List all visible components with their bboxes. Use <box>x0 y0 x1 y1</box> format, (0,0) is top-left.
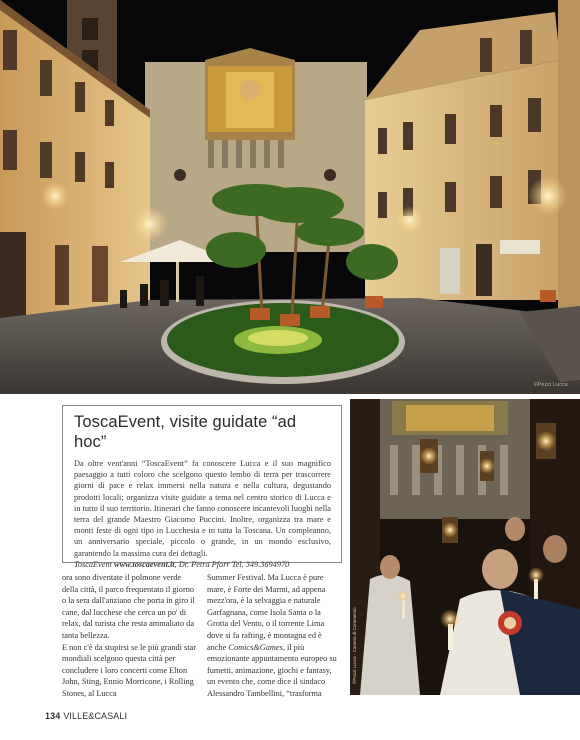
column-2-text-a: Summer Festival. Ma Lucca è pure mare, è Forte dei Marmi, ad appena mezz'ora, è la selvaggia e naturale Garfagnana, come Isola Santa o la Grotta del Vento, o il torrente Lima dove si fa rafting, è montagna ed è anche <box>207 573 326 652</box>
column-2-paragraph <box>207 572 341 700</box>
sidebar-contact <box>74 559 331 570</box>
right-photo-procession <box>350 399 580 695</box>
column-2-text-b: , il più emozionante appuntamento europeo su fumetti, animazione, giochi e fantasy, un evento che, come dice il sindaco Alessandro Tambellini, “trasforma <box>207 642 337 698</box>
sidebar-title: ToscaEvent, visite guidate “ad hoc” <box>74 413 297 451</box>
procession-illustration <box>350 399 580 695</box>
column-1-paragraph-2: E non c'è da stupirsi se le più grandi star mondiali scelgono questa città per concludere i loro concerti come Elton John, Sting, Ennio Morricone, i Rolling Stones, al Lucca <box>62 642 196 698</box>
photo-credit: ©Pezzi Lucca <box>533 382 568 388</box>
contact-details: , Dr. Petra Pforr Tel. 349.3694970 <box>174 559 290 569</box>
column-1-paragraph-1: ora sono diventate il polmone verde della città, il parco frequentato il giorno o la sera dall'anziano che porta in giro il cane, dal lucchese che cerca un po' di relax, dal turista che resta ammaliato da tanta bellezza. <box>62 573 195 640</box>
page-number: 134 <box>45 711 61 721</box>
magazine-name: VILLE&CASALI <box>63 711 128 721</box>
contact-brand: ToscaEvent <box>74 559 112 569</box>
column-2-event-name: Comics&Games <box>228 642 283 652</box>
right-photo-credit: ©Pezzi Lucca - Camera di Commercio <box>352 607 357 684</box>
contact-url[interactable]: www.toscaevent.it <box>114 559 175 569</box>
sidebar-body: Da oltre vent'anni “ToscaEvent” fa conoscere Lucca e il suo magnifico paesaggio a tutti coloro che scelgono questo lembo di terra per trascorrere giorni di pace e relax immersi nella natura e nella cultura, degustando prodotti locali; organizza visite guidate a tema nel centro storico di Lucca e in tutto il suo territorio. Itinerari che fanno conoscere incantevoli luoghi nella terra del grande Maestro Giacomo Puccini. Inoltre, organizza tra mare e monti feste di ogni tipo in Lucchesia e in tutta la Toscana. Un compleanno, un anniversario speciale, piccolo o grande, in un mondo esclusivo, garantendo la massima cura dei dettagli. <box>74 459 331 558</box>
page-footer <box>45 711 127 721</box>
sidebar-box <box>62 405 342 569</box>
article-column-1 <box>62 572 196 700</box>
article-column-2 <box>207 572 341 700</box>
